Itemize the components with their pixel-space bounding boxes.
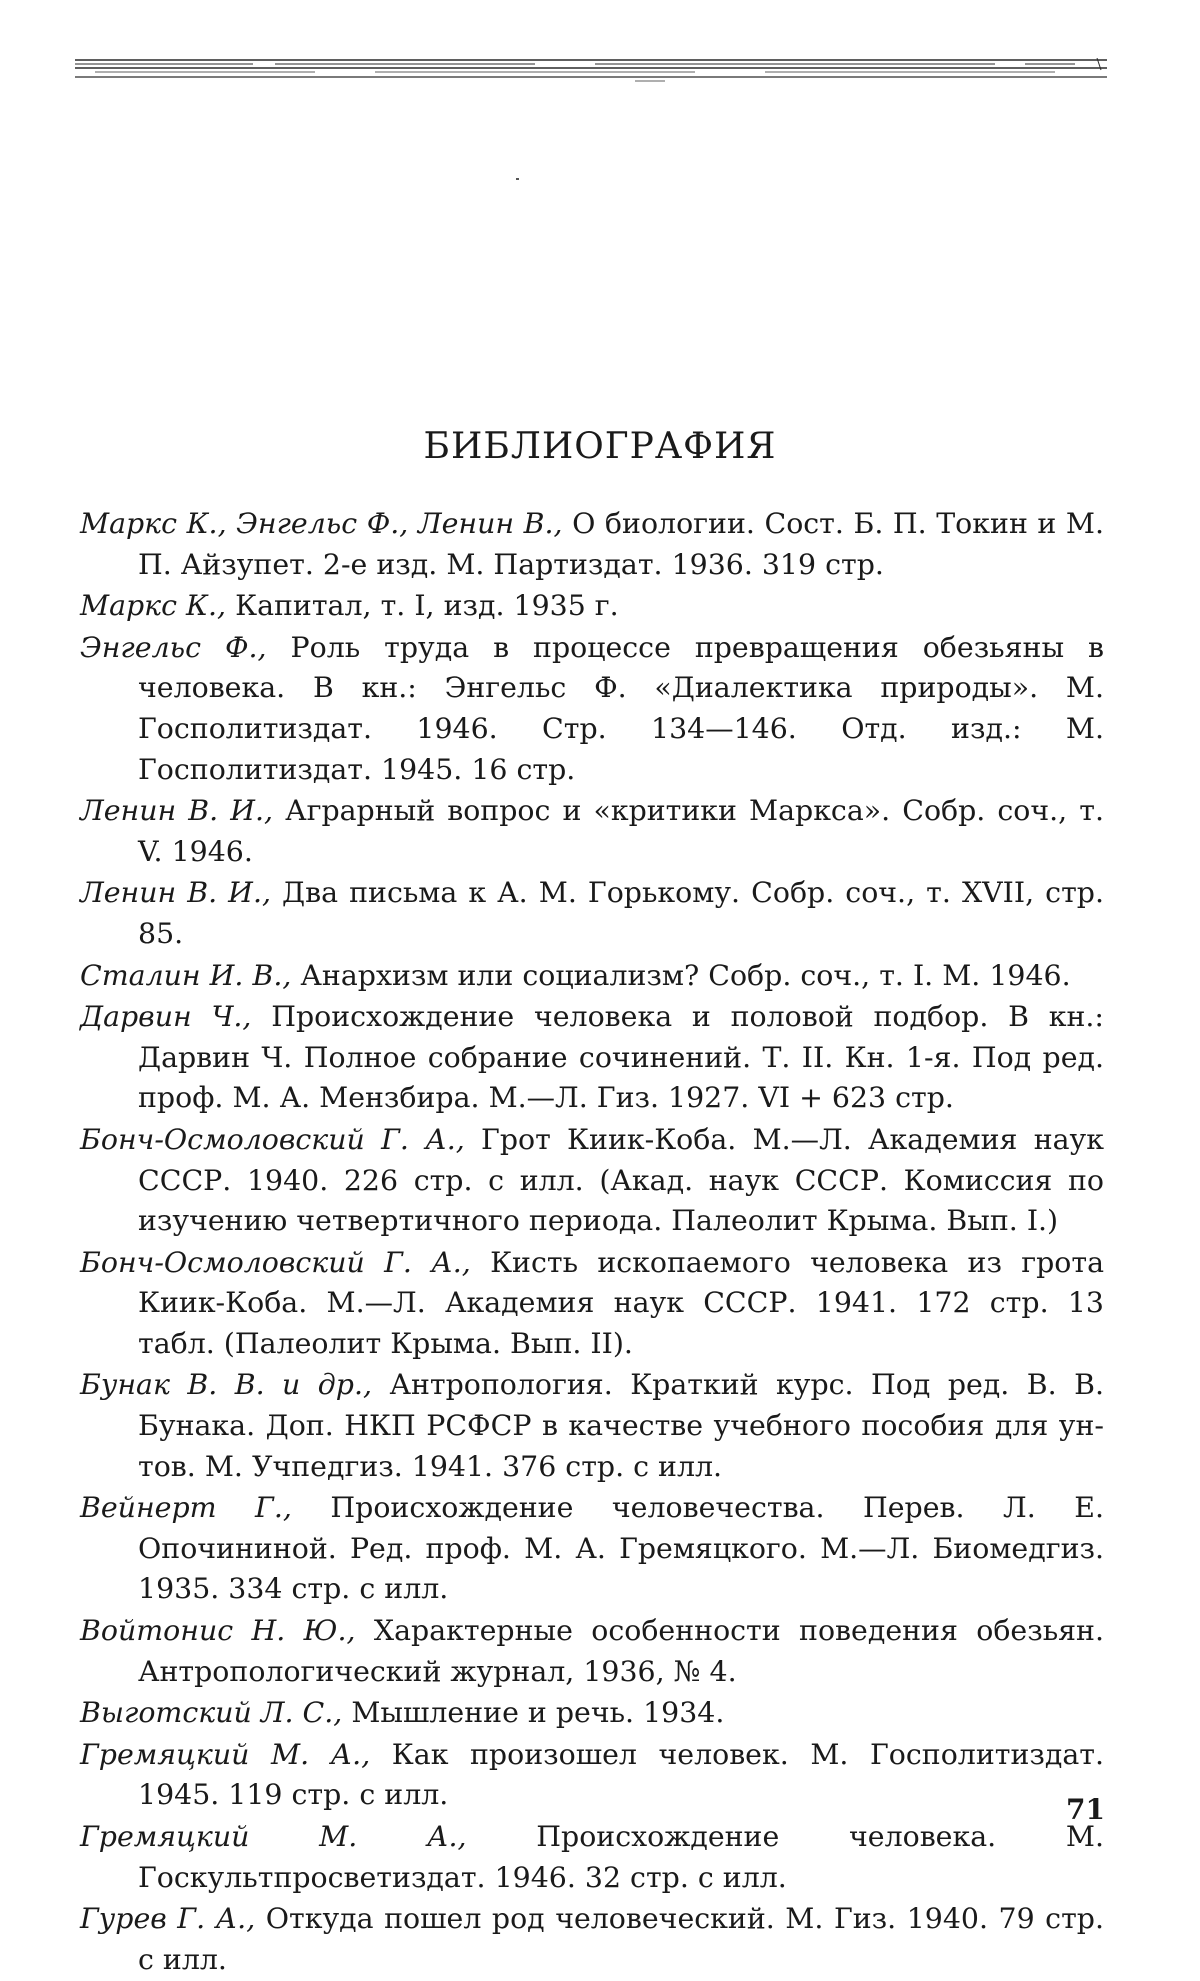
entry-author: Ленин В. И., [80, 876, 271, 910]
bibliography-entry [80, 628, 1104, 790]
bibliography-entry [80, 1735, 1104, 1816]
entry-text: Мышление и речь. 1934. [342, 1696, 725, 1730]
bibliography-entry [80, 791, 1104, 872]
page-number: 71 [1066, 1793, 1105, 1826]
header-ornament-rule [75, 58, 1107, 84]
entry-text: Роль труда в процессе превращения обезьяны в человека. В кн.: Энгельс Ф. «Диалектика природы». М. Госполитиздат. 1946. Стр. 134—146. Отд. изд.: М. Госполитиздат. 1945. 16 стр. [138, 630, 1104, 786]
entry-author: Ленин В. И., [80, 794, 274, 828]
entry-author: Бунак В. В. и др., [80, 1368, 373, 1402]
entry-author: Вейнерт Г., [80, 1491, 292, 1525]
bibliography-entry [80, 586, 1104, 627]
bibliography-entry [80, 1693, 1104, 1734]
entry-author: Маркс К., Энгельс Ф., Ленин В., [80, 507, 563, 540]
entry-text: Капитал, т. I, изд. 1935 г. [226, 589, 619, 623]
entry-text: Характерные особенности поведения обезьян. Антропологический журнал, 1936, № 4. [138, 1614, 1105, 1688]
bibliography-entry [80, 1488, 1104, 1610]
entry-author: Войтонис Н. Ю., [80, 1614, 356, 1648]
entry-author: Гремяцкий М. А., [80, 1820, 467, 1853]
entry-author: Энгельс Ф., [80, 630, 267, 664]
page-title: БИБЛИОГРАФИЯ [423, 426, 777, 467]
bibliography-entry [80, 1899, 1104, 1980]
bibliography-entry [80, 956, 1104, 997]
entry-author: Сталин И. В., [80, 958, 292, 992]
entry-author: Гремяцкий М. А., [80, 1737, 371, 1771]
stray-dot-mark [516, 178, 519, 180]
entry-text: Как произошел человек. М. Госполитиздат. 1945. 119 стр. с илл. [138, 1737, 1104, 1812]
entry-text: Кисть ископаемого человека из грота Киик-Коба. М.—Л. Академия наук СССР. 1941. 172 стр. 13 табл. (Палеолит Крыма. Вып. II). [138, 1245, 1104, 1360]
entry-text: О биологии. Сост. Б. П. Токин и М. П. Айзупет. 2-е изд. М. Партиздат. 1936. 319 стр. [138, 507, 1104, 581]
entry-text: Происхождение человечества. Перев. Л. Е. Опочининой. Ред. проф. М. А. Гремяцкого. М.—Л. Биомедгиз. 1935. 334 стр. с илл. [138, 1491, 1105, 1606]
bibliography-entry [80, 504, 1104, 585]
bibliography-entry [80, 1365, 1104, 1487]
bibliography-list [80, 504, 1104, 1981]
bibliography-entry [80, 997, 1104, 1119]
entry-text: Происхождение человека. М. Госкультпросветиздат. 1946. 32 стр. с илл. [138, 1820, 1104, 1894]
entry-text: Анархизм или социализм? Собр. соч., т. I. М. 1946. [291, 958, 1071, 992]
entry-author: Выготский Л. С., [80, 1696, 343, 1730]
entry-text: Два письма к А. М. Горькому. Собр. соч., т. XVII, стр. 85. [138, 876, 1104, 950]
entry-text: Грот Киик-Коба. М.—Л. Академия наук СССР. 1940. 226 стр. с илл. (Акад. наук СССР. Комиссия по изучению четвертичного периода. Палеолит Крыма. Вып. I.) [138, 1122, 1104, 1238]
entry-author: Бонч-Осмоловский Г. А., [80, 1122, 465, 1156]
entry-author: Маркс К., [80, 589, 227, 623]
entry-author: Дарвин Ч., [80, 1000, 252, 1034]
entry-text: Аграрный вопрос и «критики Маркса». Собр. соч., т. V. 1946. [138, 794, 1104, 868]
entry-text: Откуда пошел род человеческий. М. Гиз. 1940. 79 стр. с илл. [138, 1902, 1104, 1976]
entry-text: Происхождение человека и половой подбор. В кн.: Дарвин Ч. Полное собрание сочинений. Т. II. Кн. 1-я. Под ред. проф. М. А. Мензбира. М.—Л. Гиз. 1927. VI + 623 стр. [138, 1000, 1104, 1115]
entry-author: Гурев Г. А., [80, 1902, 256, 1936]
entry-text: Антропология. Краткий курс. Под ред. В. В. Бунака. Доп. НКП РСФСР в качестве учебного пособия для ун-тов. М. Учпедгиз. 1941. 376 стр. с илл. [138, 1368, 1104, 1483]
bibliography-entry [80, 1243, 1104, 1365]
bibliography-entry [80, 1611, 1104, 1692]
bibliography-entry [80, 1120, 1104, 1242]
bibliography-entry [80, 1817, 1104, 1898]
entry-author: Бонч-Осмоловский Г. А., [80, 1245, 471, 1279]
bibliography-entry [80, 873, 1104, 954]
